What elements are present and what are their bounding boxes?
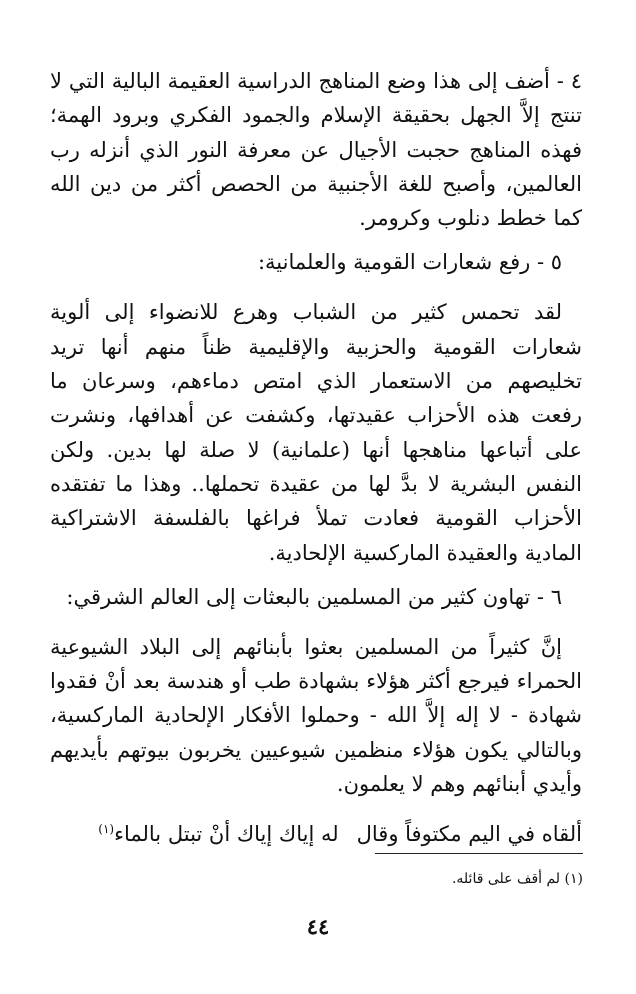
heading-5: ٥ - رفع شعارات القومية والعلمانية: [257,250,562,275]
paragraph-6: إنَّ كثيراً من المسلمين بعثوا بأبنائهم إلى البلاد الشيوعية الحمراء فيرجع أكثر هؤلاء بشهادة طب أو هندسة بعد أنْ فقدوا شهادة - لا إله إلاَّ الله - وحملوا الأفكار الإلحادية الماركسية، وبالتالي يكون هؤلاء منظمين شيوعيين يخربون بيوتهم بأيديهم وأيدي أبنائهم وهم لا يعلمون. [50,634,582,797]
footnote-divider [375,853,583,854]
verse-second-hemistich: له إياك إياك أنْ تبتل بالماء [114,822,339,847]
footnote-marker: (١) [564,871,583,887]
paragraph-5: لقد تحمس كثير من الشباب وهرع للانضواء إلى ألوية شعارات القومية والحزبية والإقليمية ظناً منهم أنها تريد تخليصهم من الاستعمار الذي امتص دماءهم، وسرعان ما رفعت هذه الأحزاب عقيدتها، وكشفت عن أهدافها، ونشرت على أتباعها مناهجها أنها (علمانية) لا صلة لها بدين. ولكن النفس البشرية لا بدَّ لها من عقيدة تحملها.. وهذا ما تفتقده الأحزاب القومية فعادت تملأ فراغها بالفلسفة الاشتراكية المادية والعقيدة الماركسية الإلحادية. [50,300,582,565]
page-number: ٤٤ [306,914,330,939]
paragraph-4: ٤ - أضف إلى هذا وضع المناهج الدراسية العقيمة البالية التي لا تنتج إلاَّ الجهل بحقيقة الإسلام والجمود الفكري وبرود الهمة؛ فهذه المناهج حجبت الأجيال عن معرفة النور الذي أنزله رب العالمين، وأصبح للغة الأجنبية من الحصص أكثر من دين الله كما خطط دنلوب وكرومر. [50,69,582,231]
footnote-text: لم أقف على قائله. [451,871,561,887]
heading-6: ٦ - تهاون كثير من المسلمين بالبعثات إلى العالم الشرقي: [66,584,562,609]
verse-first-hemistich: ألقاه في اليم مكتوفاً وقال [356,822,582,847]
footnote-reference: (١) [98,822,115,837]
poetry-verse [50,817,582,851]
footnote [452,868,583,890]
